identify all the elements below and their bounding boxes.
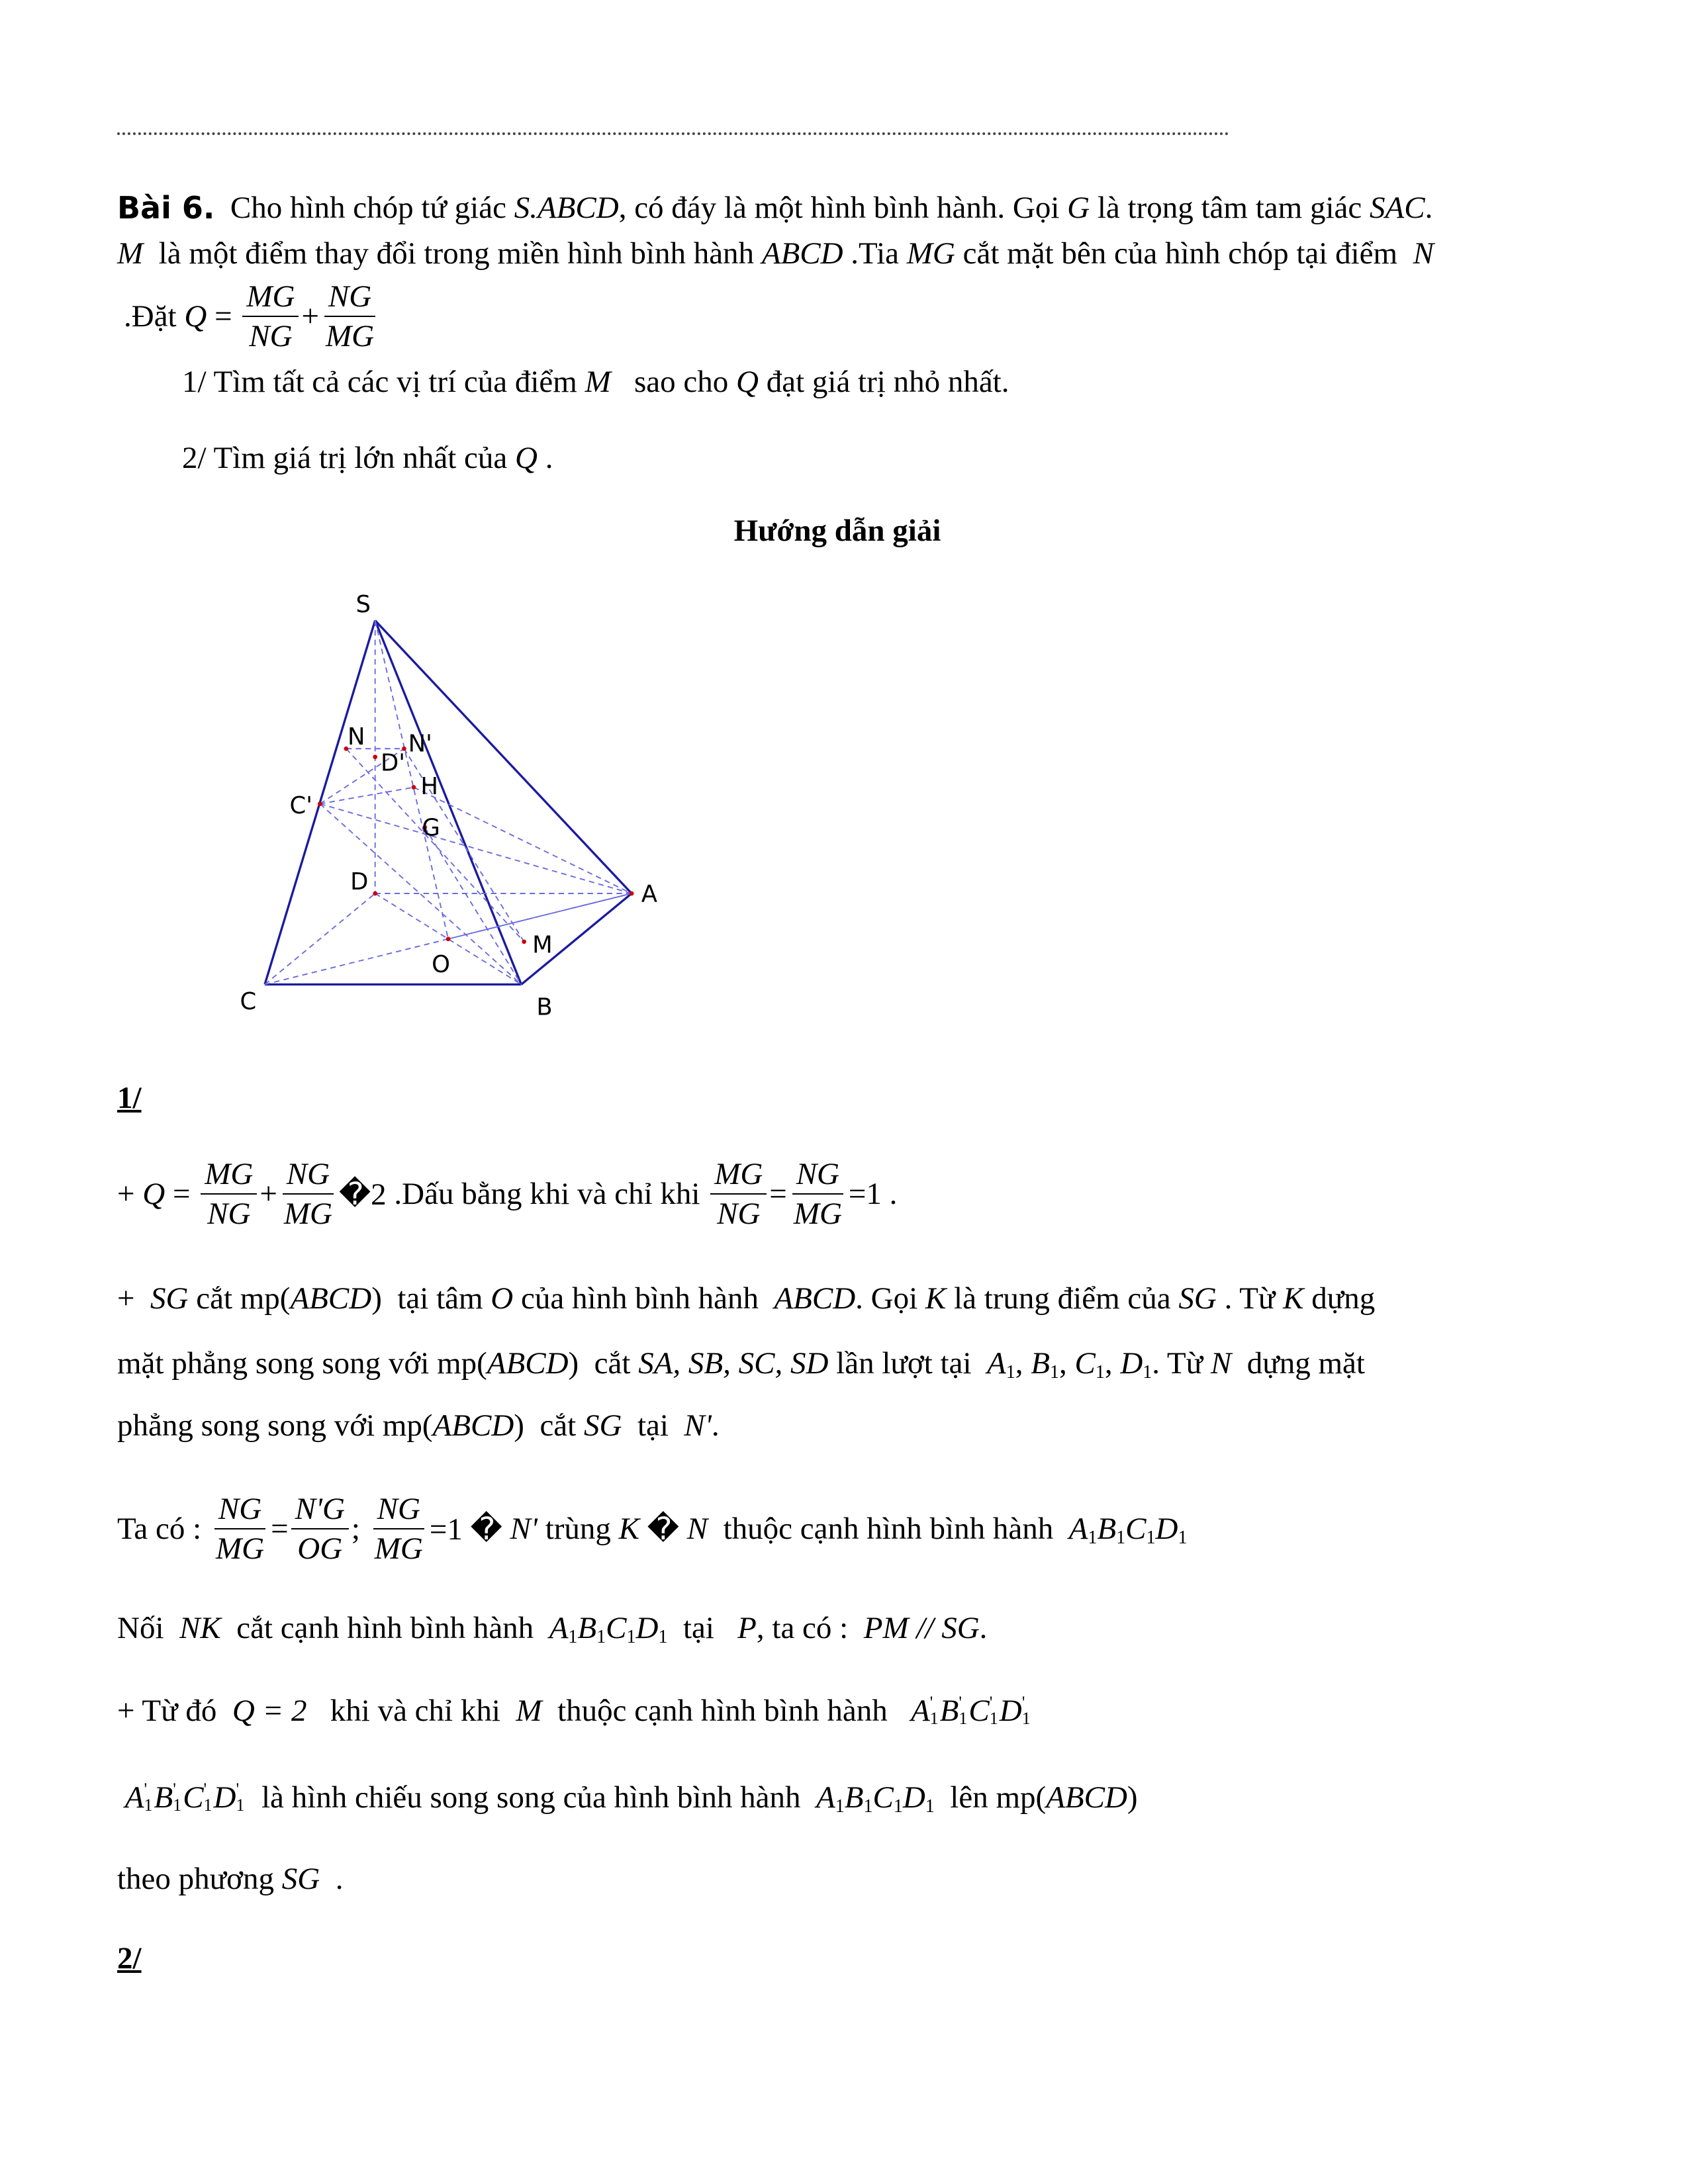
subscript: 1: [568, 1627, 578, 1647]
prime-mark: ': [236, 1780, 240, 1799]
math-text: D: [999, 1694, 1022, 1728]
prime-subscript: [959, 1695, 967, 1727]
subscript: 1: [1006, 1362, 1015, 1383]
math-text: N: [686, 1512, 708, 1546]
subscript: 1: [1021, 1709, 1031, 1728]
fraction-numerator: NG: [792, 1155, 843, 1195]
text: +: [117, 1177, 143, 1211]
subscript: 1: [144, 1796, 153, 1815]
subscript: 1: [959, 1709, 968, 1728]
fraction-numerator: NG: [324, 277, 375, 317]
prime-mark: ': [173, 1780, 176, 1799]
text: ,: [1104, 1346, 1121, 1381]
prime-mark: ': [203, 1780, 207, 1799]
text: Cho hình chóp tứ giác: [214, 191, 514, 225]
text: ,: [1015, 1346, 1031, 1381]
math-text: A: [1068, 1512, 1088, 1546]
math-text: Q: [736, 365, 759, 399]
label-S: S: [355, 590, 371, 618]
fraction: [371, 1490, 427, 1568]
text: ) cắt: [514, 1408, 584, 1443]
fraction: [212, 1490, 268, 1568]
fraction-denominator: NG: [249, 319, 293, 353]
math-text: C: [1074, 1346, 1096, 1381]
text: =1 .: [848, 1177, 898, 1211]
text: sao cho: [610, 365, 737, 399]
math-text: PM // SG: [863, 1611, 980, 1645]
math-text: SG: [583, 1408, 622, 1443]
label-C-prime: C': [289, 792, 312, 820]
text: cắt cạnh hình bình hành: [220, 1611, 549, 1645]
subscript: 1: [925, 1796, 935, 1817]
math-text: D: [1120, 1346, 1143, 1381]
text: đạt giá trị nhỏ nhất.: [758, 365, 1009, 399]
text: +: [301, 299, 319, 334]
text: của hình bình hành: [513, 1281, 774, 1316]
subscript: 1: [1146, 1527, 1156, 1548]
math-text: SG: [150, 1281, 189, 1316]
math-text: A: [816, 1780, 835, 1815]
text: .Tia: [843, 236, 907, 271]
prime-subscript: [930, 1695, 939, 1727]
solution-line: [117, 1492, 1188, 1566]
math-text: K: [1283, 1281, 1304, 1316]
text: .Dấu bằng khi và chỉ khi: [386, 1177, 708, 1211]
prime-mark: ': [1021, 1693, 1025, 1712]
math-text: N': [684, 1408, 712, 1443]
label-B: B: [536, 993, 553, 1021]
solution-heading: Hướng dẫn giải: [733, 514, 941, 548]
label-D: D: [350, 868, 369, 895]
problem-title: Bài 6.: [117, 190, 215, 226]
label-C: C: [240, 988, 257, 1015]
math-text: K: [618, 1512, 640, 1546]
math-text: P: [737, 1611, 757, 1645]
math-text: ABCD: [432, 1408, 514, 1443]
subscript: 1: [173, 1796, 182, 1815]
fraction-numerator: MG: [242, 277, 299, 317]
fraction: [710, 1155, 767, 1233]
fraction-denominator: NG: [717, 1197, 761, 1231]
prime-mark: ': [959, 1693, 962, 1712]
math-text: D: [902, 1780, 925, 1815]
math-text: ABCD: [774, 1281, 856, 1316]
subscript: 1: [1178, 1527, 1188, 1548]
fraction-numerator: NG: [373, 1490, 424, 1529]
math-text: Q: [184, 299, 207, 334]
math-text: SAC: [1370, 191, 1425, 225]
text: Nối: [117, 1611, 179, 1645]
math-text: B: [844, 1780, 864, 1815]
text: ) tại tâm: [371, 1281, 491, 1316]
text: [117, 1780, 125, 1815]
math-text: B: [939, 1694, 959, 1728]
text: =: [769, 1177, 787, 1211]
text: 1/ Tìm tất cả các vị trí của điểm: [182, 365, 585, 399]
math-text: M: [516, 1694, 542, 1728]
text: là hình chiếu song song của hình bình hành: [246, 1780, 817, 1815]
text: + Từ đó: [117, 1694, 232, 1728]
text: dựng mặt: [1231, 1346, 1365, 1381]
subscript: 1: [1049, 1362, 1059, 1383]
math-text: B: [1031, 1346, 1050, 1381]
math-text: SG: [1178, 1281, 1217, 1316]
fraction-denominator: MG: [793, 1197, 842, 1231]
prime-mark: ': [929, 1693, 933, 1712]
solution-line: [117, 1330, 1365, 1396]
text: . Từ: [1152, 1346, 1211, 1381]
fraction-numerator: N'G: [291, 1490, 349, 1529]
text: thuộc cạnh hình bình hành: [708, 1512, 1069, 1546]
math-text: M: [117, 236, 144, 271]
text: =: [165, 1177, 199, 1211]
math-text: B: [154, 1780, 173, 1815]
math-text: M: [585, 365, 611, 399]
math-text: D: [213, 1780, 236, 1815]
part2-label: 2/: [117, 1941, 142, 1976]
subscript: 1: [658, 1627, 668, 1647]
text: .: [979, 1611, 988, 1645]
label-N-prime: N': [408, 730, 432, 758]
solution-line: [117, 1595, 987, 1661]
solution-line: [117, 1392, 720, 1459]
text: �2: [338, 1177, 387, 1212]
text: , có đáy là một hình bình hành. Gọi: [618, 191, 1068, 225]
label-O: O: [432, 950, 450, 978]
prime-subscript: [236, 1782, 245, 1813]
text: 2/ Tìm giá trị lớn nhất của: [182, 441, 516, 475]
subscript: 1: [203, 1796, 212, 1815]
fraction-numerator: NG: [283, 1155, 334, 1195]
text: +: [117, 1281, 151, 1316]
math-text: O: [491, 1281, 514, 1316]
math-text: A: [549, 1611, 569, 1645]
text: là trọng tâm tam giác: [1090, 191, 1370, 225]
math-text: N': [510, 1512, 538, 1546]
text: cắt mặt bên của hình chóp tại điểm: [955, 236, 1413, 271]
text: =: [207, 299, 240, 334]
math-text: ABCD: [487, 1346, 569, 1381]
text: .: [711, 1408, 720, 1443]
text: phẳng song song với mp(: [117, 1408, 433, 1443]
label-G: G: [422, 814, 440, 842]
prime-mark: ': [144, 1780, 148, 1799]
solution-line: [117, 1678, 1032, 1744]
fraction-denominator: MG: [374, 1531, 423, 1566]
subscript: 1: [236, 1796, 245, 1815]
text: trùng: [537, 1512, 619, 1546]
solution-line: [117, 1157, 898, 1231]
text: Ta có :: [117, 1512, 209, 1546]
math-text: Q: [515, 441, 538, 475]
text: �: [639, 1512, 687, 1547]
math-text: A: [987, 1346, 1006, 1381]
text: theo phương: [117, 1862, 282, 1896]
text: =: [271, 1512, 289, 1546]
text: ): [1127, 1780, 1138, 1815]
subscript: 1: [893, 1796, 903, 1817]
label-D-prime: D': [381, 749, 405, 777]
prime-subscript: [204, 1782, 212, 1813]
math-text: C: [1125, 1512, 1147, 1546]
math-text: A: [910, 1694, 930, 1728]
text: tại: [667, 1611, 738, 1645]
text: +: [259, 1177, 277, 1211]
text: dựng: [1303, 1281, 1376, 1316]
text: , ta có :: [756, 1611, 864, 1645]
text: .: [1425, 191, 1433, 225]
text: thuộc cạnh hình bình hành: [541, 1694, 911, 1728]
text: khi và chỉ khi: [306, 1694, 516, 1728]
label-M: M: [532, 931, 553, 959]
math-text: C: [968, 1694, 990, 1728]
math-text: SA, SB, SC, SD: [638, 1346, 829, 1381]
math-text: A: [124, 1780, 144, 1815]
fraction: [291, 1490, 349, 1568]
label-N: N: [348, 723, 365, 751]
fraction: [201, 1155, 257, 1233]
math-text: NK: [179, 1611, 221, 1645]
math-text: G: [1067, 191, 1090, 225]
math-text: N: [1210, 1346, 1232, 1381]
subscript: 1: [1095, 1362, 1105, 1383]
prime-subscript: [990, 1695, 998, 1727]
math-text: ABCD: [761, 236, 843, 271]
fraction-denominator: MG: [215, 1531, 265, 1566]
subscript: 1: [626, 1627, 636, 1647]
text: =1 �: [429, 1512, 510, 1547]
text: . Gọi: [855, 1281, 925, 1316]
subscript: 1: [1143, 1362, 1152, 1383]
solution-line: [117, 1265, 1375, 1332]
text: ;: [351, 1512, 368, 1546]
text: .Đặt: [124, 299, 185, 334]
prime-subscript: [173, 1782, 181, 1813]
subscript: 1: [835, 1796, 845, 1817]
fraction-numerator: NG: [214, 1490, 265, 1529]
fraction-denominator: MG: [325, 319, 375, 353]
fraction-numerator: MG: [710, 1155, 767, 1195]
text: ) cắt: [568, 1346, 639, 1381]
math-text: ABCD: [1046, 1780, 1127, 1815]
solution-line: [117, 1846, 343, 1912]
text: là một điểm thay đổi trong miền hình bình hành: [143, 236, 762, 271]
math-text: C: [183, 1780, 204, 1815]
math-text: B: [1097, 1512, 1117, 1546]
subscript: 1: [1116, 1527, 1126, 1548]
text: lên mp(: [934, 1780, 1047, 1815]
prime-mark: ': [989, 1693, 993, 1712]
fraction-denominator: OG: [297, 1531, 343, 1566]
text: .: [320, 1862, 344, 1896]
text: mặt phẳng song song với mp(: [117, 1346, 487, 1381]
text: .: [537, 441, 553, 475]
solution-line: [117, 1764, 1138, 1831]
subscript: 1: [596, 1627, 606, 1647]
text: cắt mp(: [188, 1281, 291, 1316]
label-A: A: [641, 880, 657, 908]
subscript: 1: [989, 1709, 998, 1728]
math-text: ABCD: [290, 1281, 372, 1316]
math-text: SG: [281, 1862, 320, 1896]
math-text: D: [635, 1611, 659, 1645]
math-text: B: [577, 1611, 597, 1645]
math-text: C: [872, 1780, 894, 1815]
fraction: [790, 1155, 846, 1233]
subscript: 1: [1088, 1527, 1098, 1548]
math-text: D: [1155, 1512, 1178, 1546]
math-text: K: [925, 1281, 947, 1316]
fraction-denominator: NG: [207, 1197, 251, 1231]
text: tại: [622, 1408, 684, 1443]
text: ,: [1058, 1346, 1075, 1381]
math-text: S.ABCD: [514, 191, 619, 225]
subscript: 1: [929, 1709, 939, 1728]
part1-label: 1/: [117, 1081, 142, 1115]
math-text: Q: [142, 1177, 165, 1211]
text: . Từ: [1216, 1281, 1284, 1316]
text: lần lượt tại: [828, 1346, 988, 1381]
math-text: N: [1413, 236, 1434, 271]
prime-subscript: [144, 1782, 152, 1813]
text: là trung điểm của: [946, 1281, 1179, 1316]
math-text: MG: [906, 236, 955, 271]
label-H: H: [420, 773, 439, 800]
fraction: [280, 1155, 336, 1233]
fraction-denominator: MG: [283, 1197, 332, 1231]
subscript: 1: [863, 1796, 873, 1817]
math-text: Q = 2: [232, 1694, 307, 1728]
math-text: C: [606, 1611, 627, 1645]
fraction-numerator: MG: [201, 1155, 257, 1195]
prime-subscript: [1022, 1695, 1031, 1727]
